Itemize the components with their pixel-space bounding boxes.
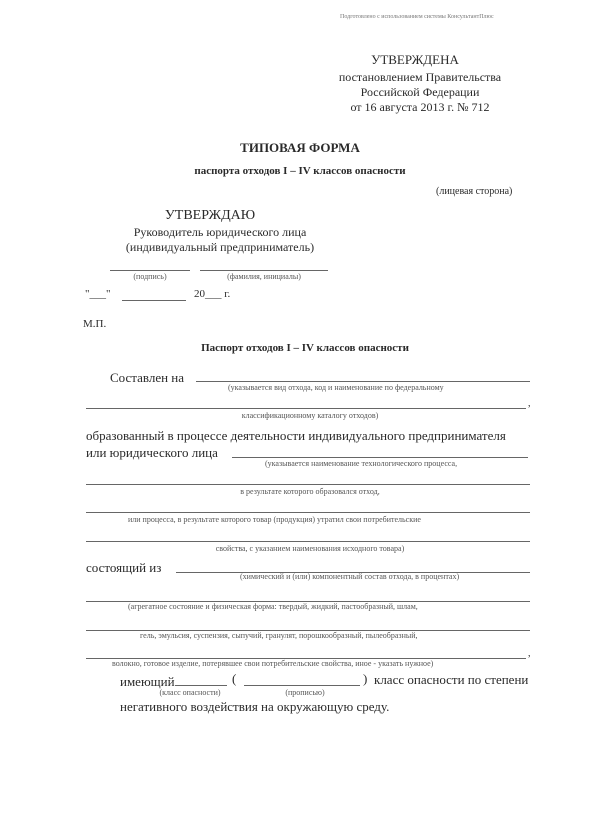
formed-line4[interactable]: [86, 541, 530, 542]
consultant-plus-note: Подготовлено с использованием системы КонсультантПлюс: [340, 14, 494, 20]
compiled-line[interactable]: [196, 381, 530, 382]
compiled-label: Составлен на: [110, 370, 185, 385]
formed-hint3: или процесса, в результате которого товар (продукция) утратил свои потребительские: [128, 515, 421, 524]
impact-text: негативного воздействия на окружающую среду.: [120, 699, 390, 714]
formed-hint4: свойства, с указанием наименования исходного товара): [215, 544, 405, 553]
formed-line2[interactable]: [86, 484, 530, 485]
name-caption: (фамилия, инициалы): [227, 272, 301, 281]
formed-line3[interactable]: [86, 512, 530, 513]
formed-hint1: (указывается наименование технологического процесса,: [265, 459, 458, 468]
consists-hint2: (агрегатное состояние и физическая форма: твердый, жидкий, пастообразный, шлам,: [128, 602, 418, 611]
form-title: ТИПОВАЯ ФОРМА: [240, 140, 360, 155]
front-side-note: (лицевая сторона): [436, 186, 513, 197]
passport-title: Паспорт отходов I – IV классов опасности: [201, 342, 409, 354]
formed-label1: образованный в процессе деятельности индивидуального предпринимателя: [86, 428, 506, 443]
words-hint: (прописью): [285, 688, 325, 697]
approve-line2: (индивидуальный предприниматель): [125, 240, 315, 254]
paren-close: ): [363, 671, 368, 686]
date-day: "___": [85, 288, 111, 300]
approved-line3: от 16 августа 2013 г. № 712: [350, 100, 490, 114]
formed-hint2: в результате которого образовался отход,: [240, 487, 380, 496]
class-hint: (класс опасности): [159, 688, 221, 697]
date-month-line[interactable]: [122, 300, 186, 301]
approved-line2: Российской Федерации: [360, 85, 480, 99]
class-tail: класс опасности по степени: [374, 672, 529, 687]
name-line[interactable]: [200, 270, 328, 271]
form-subtitle: паспорта отходов I – IV классов опасности: [194, 165, 406, 177]
compiled-line2[interactable]: [86, 408, 526, 409]
compiled-hint2: классификационному каталогу отходов): [241, 411, 379, 420]
stamp-mark: М.П.: [83, 318, 107, 330]
approve-line1: Руководитель юридического лица: [133, 225, 307, 239]
signature-caption: (подпись): [133, 272, 167, 281]
consists-hint1: (химический и (или) компонентный состав отхода, в процентах): [240, 572, 460, 581]
date-year: 20___ г.: [194, 288, 231, 300]
approve-title: УТВЕРЖДАЮ: [164, 208, 256, 223]
consists-hint4: волокно, готовое изделие, потерявшее свои потребительские свойства, иное - указать нужное): [112, 659, 434, 668]
approved-title: УТВЕРЖДЕНА: [371, 52, 459, 67]
formed-line[interactable]: [232, 457, 528, 458]
class-line[interactable]: [175, 685, 227, 686]
class-words-line[interactable]: [244, 685, 360, 686]
formed-label2: или юридического лица: [86, 445, 218, 460]
paren-open: (: [232, 671, 237, 686]
compiled-hint1: (указывается вид отхода, код и наименование по федеральному: [228, 383, 444, 392]
having-label: имеющий: [120, 674, 175, 689]
approved-line1: постановлением Правительства: [338, 70, 502, 84]
signature-line[interactable]: [110, 270, 190, 271]
consists-hint3: гель, эмульсия, суспензия, сыпучий, гранулят, порошкообразный, пылеобразный,: [140, 631, 418, 640]
consists-label: состоящий из: [86, 560, 162, 575]
